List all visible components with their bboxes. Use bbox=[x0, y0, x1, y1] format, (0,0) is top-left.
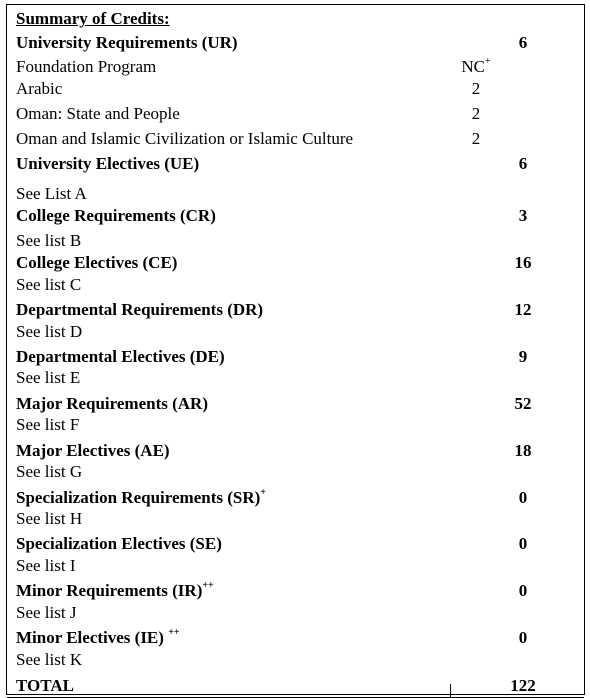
category-label bbox=[16, 534, 222, 554]
item-label bbox=[16, 104, 180, 124]
footnote-marker: + bbox=[260, 487, 266, 499]
summary-title: Summary of Credits: bbox=[16, 9, 170, 28]
item-label bbox=[16, 57, 156, 77]
item-label bbox=[16, 603, 76, 623]
row-label-text: Foundation Program bbox=[16, 57, 157, 76]
item-label bbox=[16, 231, 81, 251]
sub-credits-value: 2 bbox=[471, 79, 481, 98]
row-label-text: College Requirements (CR) bbox=[16, 206, 216, 225]
category-label bbox=[16, 33, 238, 53]
category-label bbox=[16, 347, 225, 367]
category-label bbox=[16, 488, 266, 508]
row-label-text: College Electives (CE) bbox=[16, 253, 178, 272]
row-label-text: University Requirements (UR) bbox=[16, 33, 238, 52]
item-label bbox=[16, 415, 79, 435]
row-label-text: See list B bbox=[16, 231, 82, 250]
category-label bbox=[16, 300, 263, 320]
category-credits: 52 bbox=[514, 394, 532, 413]
category-credits: 0 bbox=[518, 488, 528, 507]
item-label bbox=[16, 322, 82, 342]
item-label bbox=[16, 650, 82, 670]
category-label bbox=[16, 394, 208, 414]
sub-credits bbox=[456, 57, 496, 77]
category-credits: 3 bbox=[518, 206, 528, 225]
category-label bbox=[16, 206, 216, 226]
item-label bbox=[16, 556, 76, 576]
row-label-text: See list E bbox=[16, 368, 81, 387]
row-label-text: See list D bbox=[16, 322, 83, 341]
footnote-marker: ++ bbox=[168, 627, 180, 639]
category-label bbox=[16, 581, 214, 601]
sub-credits bbox=[456, 104, 496, 124]
category-credits: 16 bbox=[514, 253, 532, 272]
category-credits: 6 bbox=[518, 154, 528, 173]
row-label-text: Major Electives (AE) bbox=[16, 441, 170, 460]
footnote-marker: + bbox=[484, 56, 491, 68]
category-label bbox=[16, 154, 199, 174]
category-label bbox=[16, 441, 170, 461]
row-label-text: See list C bbox=[16, 275, 82, 294]
row-label-text: See list I bbox=[16, 556, 76, 575]
category-credits: 0 bbox=[518, 628, 528, 647]
category-credits: 18 bbox=[514, 441, 532, 460]
row-label-text: Departmental Requirements (DR) bbox=[16, 300, 264, 319]
row-label-text: Oman and Islamic Civilization or Islamic Culture bbox=[16, 129, 354, 148]
item-label bbox=[16, 368, 80, 388]
row-label-text: University Electives (UE) bbox=[16, 154, 200, 173]
row-label-text: See List A bbox=[16, 184, 87, 203]
category-credits: 0 bbox=[518, 534, 528, 553]
category-credits: 12 bbox=[514, 300, 532, 319]
total-label: TOTAL bbox=[16, 676, 74, 695]
item-label bbox=[16, 79, 62, 99]
category-credits: 0 bbox=[518, 581, 528, 600]
item-label bbox=[16, 129, 353, 149]
sub-credits bbox=[456, 129, 496, 149]
row-label-text: Major Requirements (AR) bbox=[16, 394, 208, 413]
item-label bbox=[16, 184, 87, 204]
row-label-text: See list F bbox=[16, 415, 80, 434]
footnote-marker: ++ bbox=[202, 580, 214, 592]
row-label-text: See list J bbox=[16, 603, 77, 622]
category-credits: 6 bbox=[518, 33, 528, 52]
row-label-text: See list H bbox=[16, 509, 83, 528]
row-label-text: Specialization Requirements (SR) bbox=[16, 488, 261, 507]
row-label-text: Arabic bbox=[16, 79, 63, 98]
row-label-text: See list K bbox=[16, 650, 83, 669]
category-credits: 9 bbox=[518, 347, 528, 366]
category-label bbox=[16, 628, 180, 648]
category-label bbox=[16, 253, 177, 273]
row-label-text: Minor Electives (IE) bbox=[16, 628, 169, 647]
row-label-text: Oman: State and People bbox=[16, 104, 180, 123]
row-label-text: See list G bbox=[16, 462, 83, 481]
item-label bbox=[16, 509, 82, 529]
total-divider-vertical bbox=[450, 684, 451, 697]
row-label-text: Minor Requirements (IR) bbox=[16, 581, 203, 600]
row-label-text: Departmental Electives (DE) bbox=[16, 347, 225, 366]
item-label bbox=[16, 462, 82, 482]
sub-credits bbox=[456, 79, 496, 99]
row-label-text: Specialization Electives (SE) bbox=[16, 534, 222, 553]
sub-credits-value: NC bbox=[461, 57, 485, 76]
sub-credits-value: 2 bbox=[471, 129, 481, 148]
sub-credits-value: 2 bbox=[471, 104, 481, 123]
total-credits: 122 bbox=[510, 676, 536, 695]
item-label bbox=[16, 275, 81, 295]
